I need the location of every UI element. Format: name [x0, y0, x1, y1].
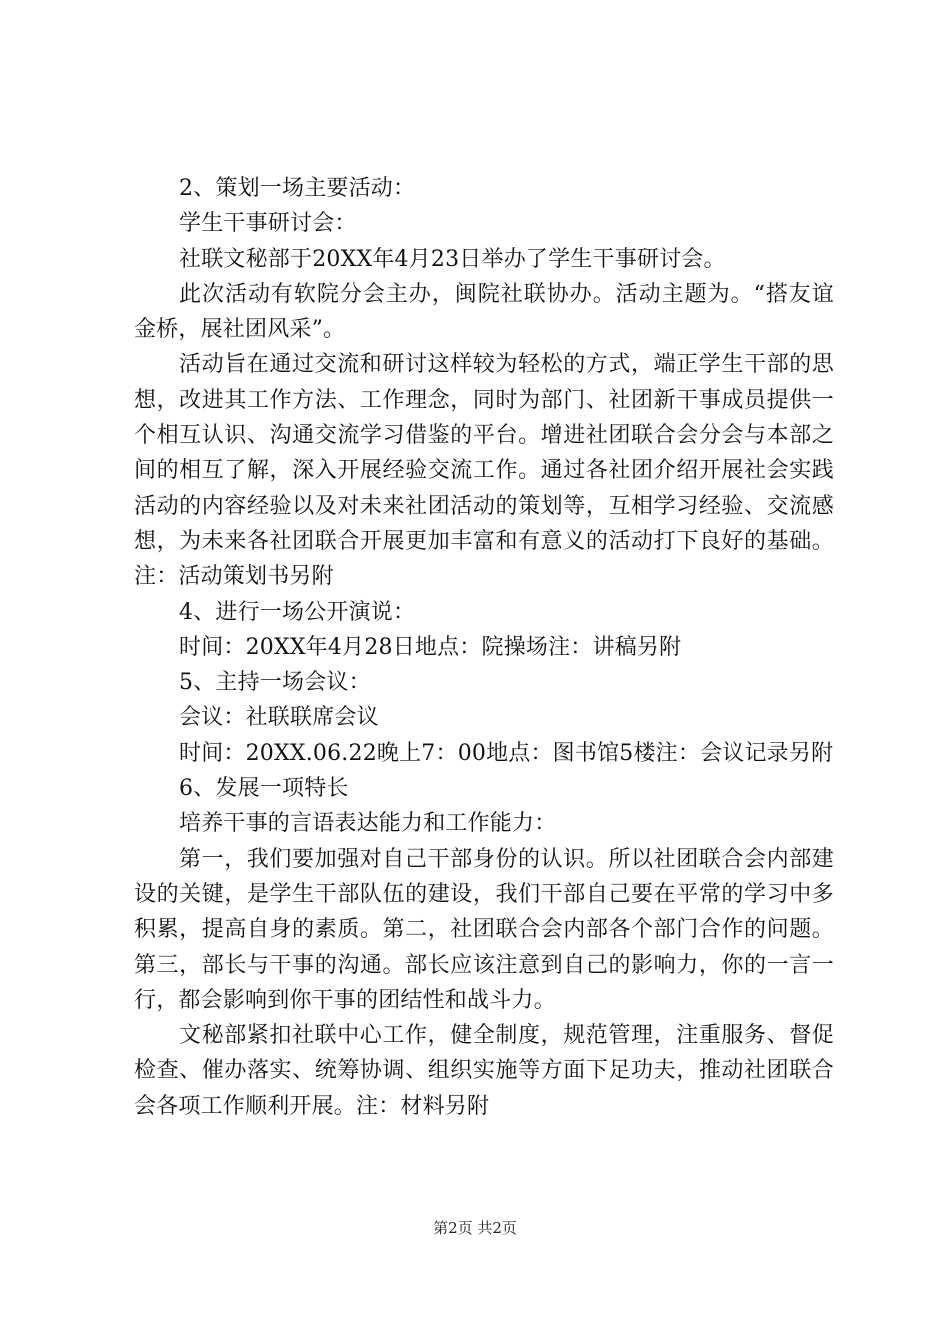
speech-details: 时间：20XX年4月28日地点：院操场注：讲稿另附 [179, 634, 682, 660]
meeting-name: 会议：社联联席会议 [179, 705, 379, 731]
closing-paragraph: 文秘部紧扣社联中心工作，健全制度，规范管理，注重服务、督促检查、催办落实、统筹协调、组织实施等方面下足功夫，推动社团联合会各项工作顺利开展。注：材料另附 [134, 1023, 834, 1119]
section-heading-develop-skill: 6、发展一项特长 [179, 776, 349, 802]
section-heading-plan-activity: 2、策划一场主要活动： [179, 176, 416, 201]
section-heading-host-meeting: 5、主持一场会议： [179, 670, 371, 696]
activity-title: 学生干事研讨会： [179, 211, 357, 237]
activity-intro-paragraph: 社联文秘部于20XX年4月23日举办了学生干事研讨会。 [179, 246, 726, 272]
activity-organizer-paragraph: 此次活动有软院分会主办，闽院社联协办。活动主题为。“搭友谊金桥，展社团风采”。 [134, 281, 834, 343]
skill-points-paragraph: 第一，我们要加强对自己干部身份的认识。所以社团联合会内部建设的关键，是学生干部队伍的建设，我们干部自己要在平常的学习中多积累，提高自身的素质。第二，社团联合会内部各个部门合作的问题。第三，部长与干事的沟通。部长应该注意到自己的影响力，你的一言一行，都会影响到你干事的团结性和战斗力。 [134, 846, 834, 1013]
page-footer: 第2页 共2页 [433, 1219, 517, 1237]
meeting-details: 时间：20XX.06.22晚上7：00地点：图书馆5楼注：会议记录另附 [179, 740, 834, 766]
skill-subtitle: 培养干事的言语表达能力和工作能力： [179, 811, 557, 837]
section-heading-public-speech: 4、进行一场公开演说： [179, 599, 416, 625]
document-body [134, 171, 834, 1124]
activity-purpose-paragraph: 活动旨在通过交流和研讨这样较为轻松的方式，端正学生干部的思想，改进其工作方法、工作理念，同时为部门、社团新干事成员提供一个相互认识、沟通交流学习借鉴的平台。增进社团联合会分会与本部之间的相互了解，深入开展经验交流工作。通过各社团介绍开展社会实践活动的内容经验以及对未来社团活动的策划等，互相学习经验、交流感想，为未来各社团联合开展更加丰富和有意义的活动打下良好的基础。注：活动策划书另附 [134, 352, 834, 590]
